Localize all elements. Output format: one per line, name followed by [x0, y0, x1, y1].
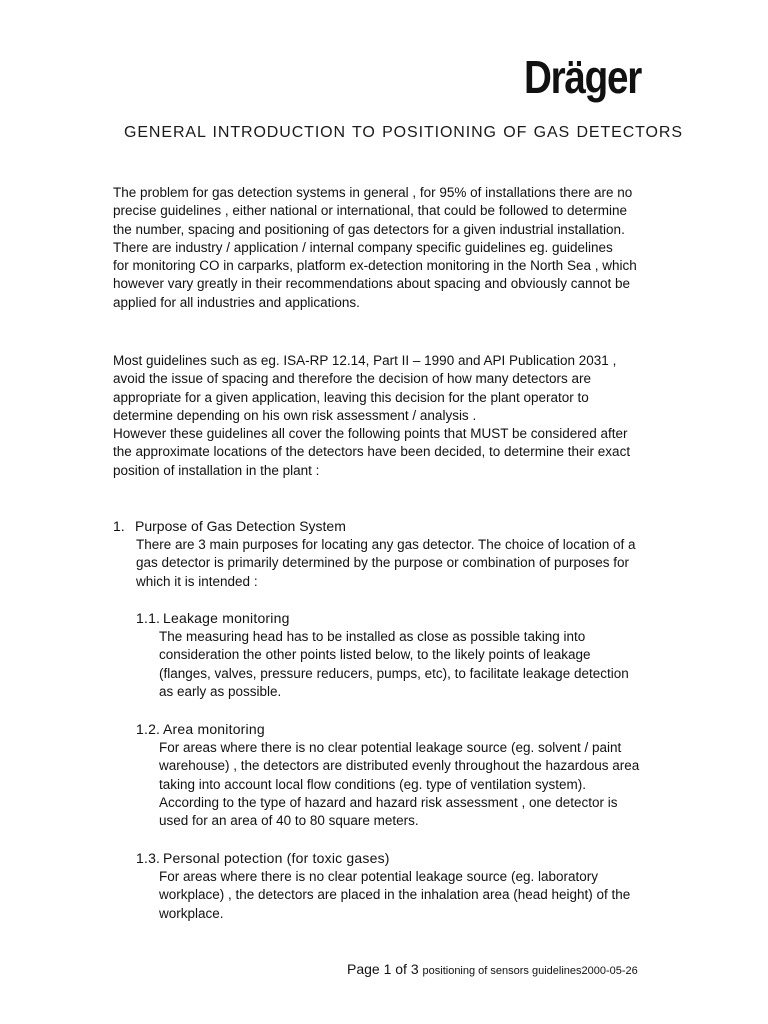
subsection-1-1-body [159, 628, 719, 701]
guidelines-line: determine depending on his own risk assessment / analysis . [113, 407, 477, 423]
subsection-1-3-body [159, 868, 719, 923]
subsection-number: 1.3. [136, 850, 161, 866]
subsection-title: Leakage monitoring [163, 610, 290, 626]
subsection-1-2-heading [136, 720, 265, 738]
guidelines-line: the approximate locations of the detectors have been decided, to determine their exact [113, 444, 631, 460]
guidelines-line: position of installation in the plant : [113, 462, 320, 478]
intro-line: applied for all industries and applications. [113, 294, 360, 310]
subsection-line: (flanges, valves, pressure reducers, pumps, etc), to facilitate leakage detection [159, 665, 629, 681]
guidelines-paragraph [113, 352, 673, 480]
section-line: gas detector is primarily determined by the purpose or combination of purposes for [136, 555, 630, 571]
section-1-body [136, 536, 696, 591]
intro-line: the number, spacing and positioning of gas detectors for a given industrial installation. [113, 221, 625, 237]
subsection-1-2-body [159, 739, 719, 830]
subsection-1-3-heading [136, 849, 390, 867]
subsection-line: used for an area of 40 to 80 square meters. [159, 813, 419, 829]
subsection-title: Personal potection (for toxic gases) [163, 850, 390, 866]
subsection-line: as early as possible. [159, 683, 282, 699]
subsection-line: consideration the other points listed below, to the likely points of leakage [159, 647, 591, 663]
guidelines-line: However these guidelines all cover the following points that MUST be considered after [113, 426, 628, 442]
intro-line: The problem for gas detection systems in general , for 95% of installations there are no [113, 185, 633, 200]
section-line: which it is intended : [136, 573, 258, 589]
subsection-line: taking into account local flow conditions (eg. type of ventilation system). [159, 776, 586, 792]
subsection-line: For areas where there is no clear potential leakage source (eg. laboratory [159, 869, 598, 884]
guidelines-line: appropriate for a given application, leaving this decision for the plant operator to [113, 389, 589, 405]
guidelines-line: avoid the issue of spacing and therefore the decision of how many detectors are [113, 371, 592, 387]
subsection-line: workplace) , the detectors are placed in the inhalation area (head height) of the [159, 887, 631, 903]
section-1-heading [113, 517, 346, 535]
document-title: GENERAL INTRODUCTION TO POSITIONING OF GAS DETECTORS [124, 124, 683, 141]
intro-line: precise guidelines , either national or international, that could be followed to determine [113, 203, 628, 219]
guidelines-line: Most guidelines such as eg. ISA-RP 12.14, Part II – 1990 and API Publication 2031 , [113, 353, 617, 368]
subsection-line: workplace. [159, 905, 224, 921]
section-title: Purpose of Gas Detection System [135, 518, 346, 534]
subsection-number: 1.1. [136, 610, 161, 626]
intro-line: however vary greatly in their recommendations about spacing and obviously cannot be [113, 276, 631, 292]
subsection-line: The measuring head has to be installed as close as possible taking into [159, 629, 586, 644]
intro-line: for monitoring CO in carparks, platform ex-detection monitoring in the North Sea , which [113, 258, 637, 274]
intro-line: There are industry / application / internal company specific guidelines eg. guidelines [113, 239, 613, 255]
section-number: 1. [113, 518, 125, 534]
subsection-line: warehouse) , the detectors are distributed evenly throughout the hazardous area [159, 758, 640, 774]
section-line: There are 3 main purposes for locating any gas detector. The choice of location of a [136, 537, 636, 552]
document-reference: positioning of sensors guidelines2000-05-26 [422, 965, 638, 977]
intro-paragraph [113, 184, 673, 312]
page-footer [347, 960, 638, 980]
subsection-line: For areas where there is no clear potential leakage source (eg. solvent / paint [159, 740, 622, 755]
subsection-number: 1.2. [136, 721, 161, 737]
subsection-1-1-heading [136, 609, 290, 627]
page-number: Page 1 of 3 [347, 961, 419, 977]
subsection-title: Area monitoring [163, 721, 265, 737]
subsection-line: According to the type of hazard and hazard risk assessment , one detector is [159, 794, 618, 810]
drager-logo: Dräger [524, 51, 642, 103]
